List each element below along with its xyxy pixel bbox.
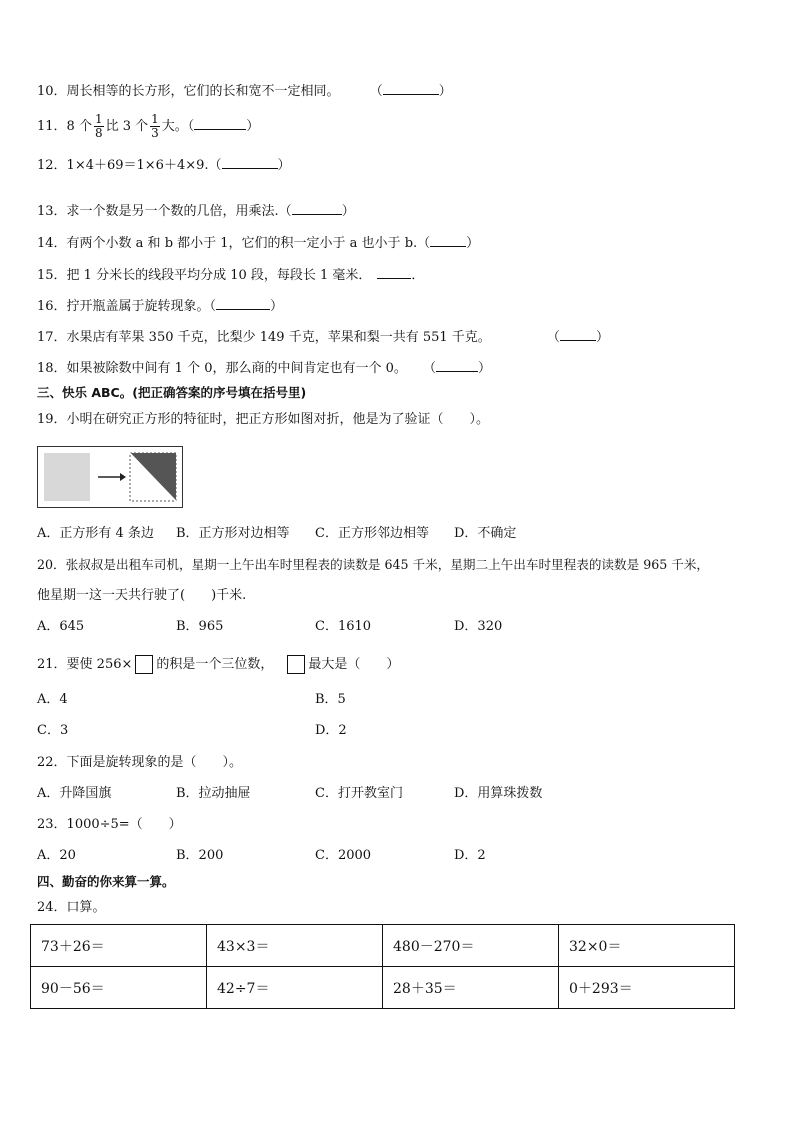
- answer-blank[interactable]: [216, 297, 270, 310]
- folding-diagram: [38, 447, 182, 507]
- question-14: 14．有两个小数 a 和 b 都小于 1，它们的积一定小于 a 也小于 b.（ ）: [37, 236, 480, 251]
- fraction-one-eighth: $\frac{1}{8}$: [94, 112, 103, 140]
- table-row: [31, 967, 735, 1009]
- table-cell[interactable]: 28＋35＝: [383, 967, 559, 1009]
- arrow-right-icon: [120, 473, 126, 481]
- question-21: 21．要使 256× 的积是一个三位数， 最大是（ ）: [37, 657, 400, 672]
- q21-option-a[interactable]: A．4: [37, 692, 68, 707]
- q23-option-a[interactable]: A．20: [37, 848, 76, 863]
- q23-option-b[interactable]: B．200: [176, 848, 224, 863]
- q21-option-c[interactable]: C．3: [37, 723, 69, 738]
- q19-option-a[interactable]: A．正方形有 4 条边: [37, 526, 154, 541]
- q23-option-c[interactable]: C．2000: [315, 848, 372, 863]
- table-row: [31, 925, 735, 967]
- q20-option-d[interactable]: D．320: [454, 619, 503, 634]
- question-11: 11．8 个 $\frac{1}{8}$ 比 3 个 $\frac{1}{3}$ 大。（ ）: [37, 112, 260, 140]
- table-cell[interactable]: 43×3＝: [207, 925, 383, 967]
- table-cell[interactable]: 42÷7＝: [207, 967, 383, 1009]
- answer-blank[interactable]: [430, 234, 466, 247]
- answer-blank[interactable]: [194, 117, 246, 130]
- q22-option-b[interactable]: B．拉动抽屉: [176, 786, 251, 801]
- question-10: 10．周长相等的长方形，它们的长和宽不一定相同。 （ ）: [37, 84, 452, 99]
- question-17: 17．水果店有苹果 350 千克，比梨少 149 千克，苹果和梨一共有 551 千克。 （ ）: [37, 330, 609, 345]
- q22-option-a[interactable]: A．升降国旗: [37, 786, 112, 801]
- q22-option-d[interactable]: D．用算珠拨数: [454, 786, 543, 801]
- q22-option-c[interactable]: C．打开教室门: [315, 786, 403, 801]
- question-22: 22．下面是旋转现象的是（ ）。: [37, 755, 243, 770]
- question-15: 15．把 1 分米长的线段平均分成 10 段，每段长 1 毫米． ．: [37, 268, 425, 283]
- q23-option-d[interactable]: D．2: [454, 848, 486, 863]
- question-20-line-2: 他星期一这一天共行驶了( )千米.: [37, 588, 247, 603]
- question-23: 23．1000÷5=（ ）: [37, 817, 182, 832]
- answer-blank[interactable]: [377, 266, 411, 279]
- question-18: 18．如果被除数中间有 1 个 0，那么商的中间肯定也有一个 0。 （ ）: [37, 361, 492, 376]
- square-folding-figure: [37, 446, 183, 508]
- fraction-one-third: $\frac{1}{3}$: [151, 112, 159, 140]
- oral-calculation-table: [30, 924, 735, 1009]
- section-three-heading: 三、快乐 ABC。(把正确答案的序号填在括号里): [37, 385, 307, 400]
- gray-square: [44, 453, 90, 501]
- question-16: 16．拧开瓶盖属于旋转现象。（ ）: [37, 299, 284, 314]
- question-24: 24．口算。: [37, 900, 106, 915]
- q19-option-b[interactable]: B．正方形对边相等: [176, 526, 290, 541]
- q20-option-a[interactable]: A．645: [37, 619, 85, 634]
- answer-blank[interactable]: [383, 82, 439, 95]
- question-19: 19．小明在研究正方形的特征时，把正方形如图对折，他是为了验证（ ）。: [37, 412, 490, 427]
- table-cell[interactable]: 480－270＝: [383, 925, 559, 967]
- question-20-line-1: 20．张叔叔是出租车司机，星期一上午出车时里程表的读数是 645 千米，星期二上午出车时里程表的读数是 965 千米，: [37, 557, 710, 572]
- q21-option-d[interactable]: D．2: [315, 723, 347, 738]
- answer-blank[interactable]: [436, 359, 478, 372]
- table-cell[interactable]: 32×0＝: [559, 925, 735, 967]
- table-cell[interactable]: 0＋293＝: [559, 967, 735, 1009]
- q19-option-d[interactable]: D．不确定: [454, 526, 517, 541]
- q19-option-c[interactable]: C．正方形邻边相等: [315, 526, 429, 541]
- q20-option-b[interactable]: B．965: [176, 619, 224, 634]
- blank-box[interactable]: [287, 655, 305, 674]
- blank-box[interactable]: [135, 655, 153, 674]
- table-cell[interactable]: 73＋26＝: [31, 925, 207, 967]
- table-cell[interactable]: 90－56＝: [31, 967, 207, 1009]
- section-four-heading: 四、勤奋的你来算一算。: [37, 874, 175, 889]
- answer-blank[interactable]: [222, 156, 278, 169]
- question-13: 13．求一个数是另一个数的几倍，用乘法.（ ）: [37, 204, 355, 219]
- question-10-text: 10．周长相等的长方形，它们的长和宽不一定相同。: [37, 84, 340, 99]
- answer-blank[interactable]: [560, 328, 596, 341]
- q20-option-c[interactable]: C．1610: [315, 619, 372, 634]
- answer-blank[interactable]: [292, 202, 342, 215]
- question-12: 12．1×4＋69＝1×6＋4×9.（ ）: [37, 158, 291, 173]
- q21-option-b[interactable]: B．5: [315, 692, 346, 707]
